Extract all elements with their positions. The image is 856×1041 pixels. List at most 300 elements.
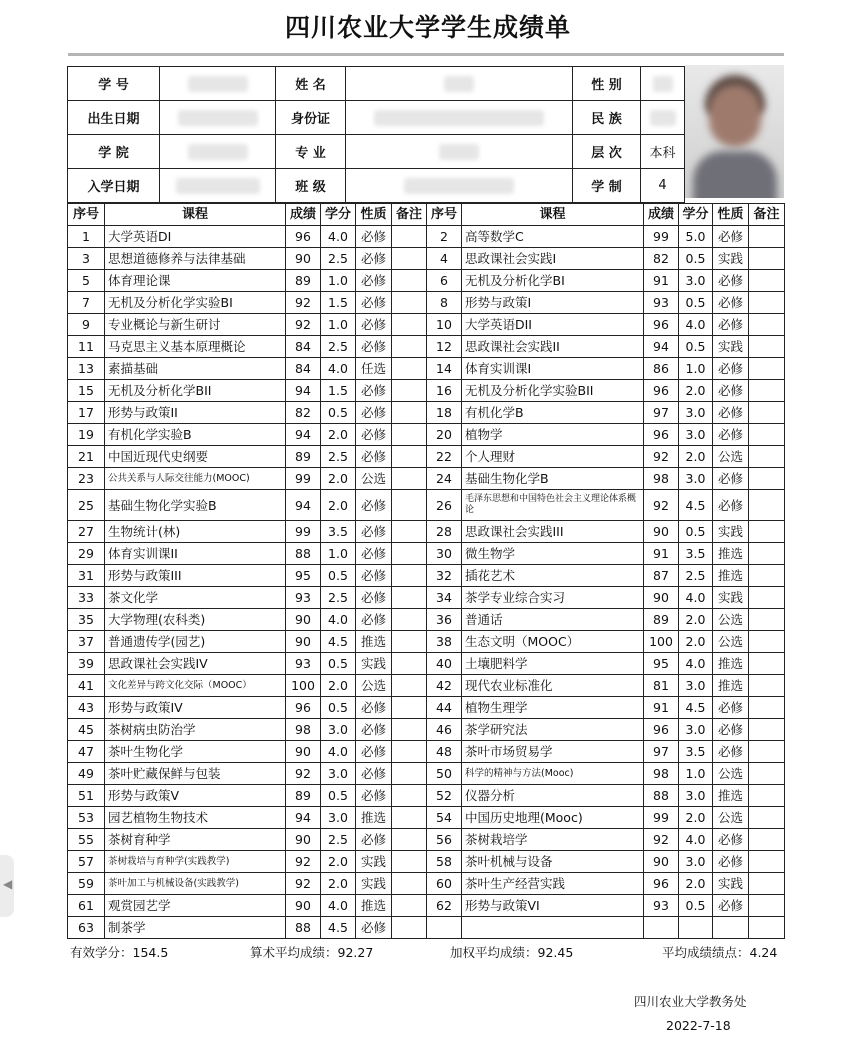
right-score-cell: 96 bbox=[644, 380, 679, 402]
right-course-cell: 茶叶生产经营实践 bbox=[462, 873, 644, 895]
left-note-cell bbox=[392, 543, 427, 565]
left-type-cell: 实践 bbox=[356, 851, 392, 873]
right-note-cell bbox=[749, 402, 785, 424]
left-course-cell: 马克思主义基本原理概论 bbox=[105, 336, 286, 358]
left-note-cell bbox=[392, 336, 427, 358]
header-cell: 课程 bbox=[105, 204, 286, 226]
right-course-cell: 基础生物化学B bbox=[462, 468, 644, 490]
right-credit-cell: 2.0 bbox=[679, 631, 713, 653]
table-row bbox=[68, 631, 785, 653]
right-score-cell: 98 bbox=[644, 763, 679, 785]
left-course-cell: 制茶学 bbox=[105, 917, 286, 939]
left-note-cell bbox=[392, 829, 427, 851]
table-row bbox=[68, 829, 785, 851]
label-major: 专 业 bbox=[276, 135, 346, 169]
left-type-cell: 必修 bbox=[356, 609, 392, 631]
left-seq-cell: 63 bbox=[68, 917, 105, 939]
right-course-cell: 普通话 bbox=[462, 609, 644, 631]
right-note-cell bbox=[749, 424, 785, 446]
left-seq-cell: 53 bbox=[68, 807, 105, 829]
left-score-cell: 94 bbox=[286, 424, 321, 446]
header-cell: 序号 bbox=[427, 204, 462, 226]
right-seq-cell: 36 bbox=[427, 609, 462, 631]
left-course-cell: 专业概论与新生研讨 bbox=[105, 314, 286, 336]
grades-table bbox=[67, 203, 785, 939]
right-credit-cell: 2.0 bbox=[679, 873, 713, 895]
left-seq-cell: 41 bbox=[68, 675, 105, 697]
left-seq-cell: 49 bbox=[68, 763, 105, 785]
left-credit-cell: 2.5 bbox=[321, 336, 356, 358]
left-score-cell: 93 bbox=[286, 587, 321, 609]
header-cell: 备注 bbox=[749, 204, 785, 226]
right-course-cell: 思政课社会实践II bbox=[462, 336, 644, 358]
left-credit-cell: 4.5 bbox=[321, 631, 356, 653]
left-score-cell: 90 bbox=[286, 895, 321, 917]
right-credit-cell: 1.0 bbox=[679, 358, 713, 380]
right-type-cell: 必修 bbox=[713, 424, 749, 446]
left-seq-cell: 27 bbox=[68, 521, 105, 543]
table-row bbox=[68, 653, 785, 675]
left-seq-cell: 37 bbox=[68, 631, 105, 653]
right-note-cell bbox=[749, 851, 785, 873]
right-note-cell bbox=[749, 609, 785, 631]
left-credit-cell: 1.0 bbox=[321, 543, 356, 565]
left-type-cell: 必修 bbox=[356, 829, 392, 851]
table-row bbox=[68, 226, 785, 248]
table-row bbox=[68, 587, 785, 609]
left-note-cell bbox=[392, 741, 427, 763]
left-seq-cell: 13 bbox=[68, 358, 105, 380]
left-score-cell: 94 bbox=[286, 807, 321, 829]
left-credit-cell: 1.0 bbox=[321, 270, 356, 292]
left-seq-cell: 61 bbox=[68, 895, 105, 917]
left-credit-cell: 2.5 bbox=[321, 248, 356, 270]
left-seq-cell: 7 bbox=[68, 292, 105, 314]
right-credit-cell: 4.0 bbox=[679, 829, 713, 851]
left-seq-cell: 29 bbox=[68, 543, 105, 565]
right-type-cell: 必修 bbox=[713, 292, 749, 314]
right-credit-cell: 3.0 bbox=[679, 424, 713, 446]
right-type-cell: 必修 bbox=[713, 358, 749, 380]
left-course-cell: 基础生物化学实验B bbox=[105, 490, 286, 521]
left-note-cell bbox=[392, 358, 427, 380]
right-note-cell bbox=[749, 446, 785, 468]
left-seq-cell: 55 bbox=[68, 829, 105, 851]
right-note-cell bbox=[749, 719, 785, 741]
right-type-cell: 推选 bbox=[713, 565, 749, 587]
left-seq-cell: 57 bbox=[68, 851, 105, 873]
right-credit-cell: 3.0 bbox=[679, 402, 713, 424]
left-type-cell: 必修 bbox=[356, 587, 392, 609]
value-level: 本科 bbox=[641, 135, 685, 169]
right-credit-cell: 4.0 bbox=[679, 314, 713, 336]
left-course-cell: 思政课社会实践IV bbox=[105, 653, 286, 675]
right-note-cell bbox=[749, 895, 785, 917]
right-course-cell: 体育实训课I bbox=[462, 358, 644, 380]
left-note-cell bbox=[392, 468, 427, 490]
table-row bbox=[68, 763, 785, 785]
table-row bbox=[68, 609, 785, 631]
left-credit-cell: 0.5 bbox=[321, 402, 356, 424]
right-score-cell: 94 bbox=[644, 336, 679, 358]
right-credit-cell: 4.5 bbox=[679, 697, 713, 719]
left-score-cell: 92 bbox=[286, 314, 321, 336]
header-cell: 备注 bbox=[392, 204, 427, 226]
right-seq-cell: 48 bbox=[427, 741, 462, 763]
left-type-cell: 实践 bbox=[356, 873, 392, 895]
right-note-cell bbox=[749, 380, 785, 402]
right-note-cell bbox=[749, 226, 785, 248]
left-type-cell: 必修 bbox=[356, 917, 392, 939]
weighted-average: 加权平均成绩：92.45 bbox=[450, 945, 574, 960]
right-seq-cell: 42 bbox=[427, 675, 462, 697]
right-score-cell: 98 bbox=[644, 468, 679, 490]
left-type-cell: 必修 bbox=[356, 763, 392, 785]
right-type-cell: 必修 bbox=[713, 719, 749, 741]
left-course-cell: 公共关系与人际交往能力(MOOC) bbox=[105, 468, 286, 490]
right-course-cell: 无机及分析化学实验BII bbox=[462, 380, 644, 402]
left-note-cell bbox=[392, 653, 427, 675]
right-course-cell: 中国历史地理(Mooc) bbox=[462, 807, 644, 829]
left-credit-cell: 4.0 bbox=[321, 226, 356, 248]
left-type-cell: 推选 bbox=[356, 895, 392, 917]
left-note-cell bbox=[392, 697, 427, 719]
right-note-cell bbox=[749, 829, 785, 851]
left-note-cell bbox=[392, 785, 427, 807]
student-photo bbox=[685, 65, 784, 198]
right-type-cell: 必修 bbox=[713, 468, 749, 490]
left-score-cell: 88 bbox=[286, 917, 321, 939]
table-row bbox=[68, 292, 785, 314]
right-course-cell: 毛泽东思想和中国特色社会主义理论体系概论 bbox=[462, 490, 644, 521]
right-credit-cell: 3.5 bbox=[679, 741, 713, 763]
left-note-cell bbox=[392, 424, 427, 446]
right-type-cell: 实践 bbox=[713, 873, 749, 895]
left-note-cell bbox=[392, 402, 427, 424]
right-course-cell: 科学的精神与方法(Mooc) bbox=[462, 763, 644, 785]
left-score-cell: 92 bbox=[286, 851, 321, 873]
left-type-cell: 必修 bbox=[356, 785, 392, 807]
left-course-cell: 大学物理(农科类) bbox=[105, 609, 286, 631]
label-class: 班 级 bbox=[276, 169, 346, 203]
left-course-cell: 有机化学实验B bbox=[105, 424, 286, 446]
right-type-cell: 推选 bbox=[713, 653, 749, 675]
left-credit-cell: 4.0 bbox=[321, 609, 356, 631]
left-score-cell: 89 bbox=[286, 446, 321, 468]
right-course-cell: 微生物学 bbox=[462, 543, 644, 565]
left-seq-cell: 51 bbox=[68, 785, 105, 807]
left-note-cell bbox=[392, 292, 427, 314]
left-credit-cell: 3.0 bbox=[321, 719, 356, 741]
table-row bbox=[68, 314, 785, 336]
right-seq-cell: 50 bbox=[427, 763, 462, 785]
right-note-cell bbox=[749, 653, 785, 675]
left-credit-cell: 3.5 bbox=[321, 521, 356, 543]
right-seq-cell: 60 bbox=[427, 873, 462, 895]
table-row bbox=[68, 895, 785, 917]
left-seq-cell: 3 bbox=[68, 248, 105, 270]
right-course-cell: 仪器分析 bbox=[462, 785, 644, 807]
left-score-cell: 90 bbox=[286, 741, 321, 763]
right-seq-cell: 16 bbox=[427, 380, 462, 402]
right-note-cell bbox=[749, 468, 785, 490]
right-seq-cell: 4 bbox=[427, 248, 462, 270]
right-type-cell: 实践 bbox=[713, 521, 749, 543]
left-course-cell: 思想道德修养与法律基础 bbox=[105, 248, 286, 270]
left-score-cell: 89 bbox=[286, 270, 321, 292]
issuing-office: 四川农业大学教务处 bbox=[634, 994, 747, 1009]
right-credit-cell: 0.5 bbox=[679, 895, 713, 917]
value-major bbox=[346, 135, 573, 169]
right-course-cell: 高等数学C bbox=[462, 226, 644, 248]
label-level: 层 次 bbox=[573, 135, 641, 169]
right-note-cell bbox=[749, 543, 785, 565]
right-type-cell: 必修 bbox=[713, 829, 749, 851]
table-row bbox=[68, 851, 785, 873]
right-course-cell: 现代农业标准化 bbox=[462, 675, 644, 697]
left-note-cell bbox=[392, 719, 427, 741]
left-credit-cell: 0.5 bbox=[321, 565, 356, 587]
left-note-cell bbox=[392, 807, 427, 829]
left-note-cell bbox=[392, 380, 427, 402]
table-row bbox=[68, 270, 785, 292]
right-type-cell: 公选 bbox=[713, 609, 749, 631]
left-credit-cell: 2.0 bbox=[321, 490, 356, 521]
left-score-cell: 84 bbox=[286, 336, 321, 358]
left-credit-cell: 2.0 bbox=[321, 424, 356, 446]
left-note-cell bbox=[392, 631, 427, 653]
left-score-cell: 90 bbox=[286, 631, 321, 653]
page-edge-tab[interactable] bbox=[0, 855, 14, 917]
right-credit-cell: 0.5 bbox=[679, 248, 713, 270]
left-type-cell: 必修 bbox=[356, 292, 392, 314]
right-seq-cell: 28 bbox=[427, 521, 462, 543]
left-credit-cell: 1.5 bbox=[321, 292, 356, 314]
table-row bbox=[68, 380, 785, 402]
table-row bbox=[68, 402, 785, 424]
right-credit-cell: 3.0 bbox=[679, 785, 713, 807]
left-note-cell bbox=[392, 446, 427, 468]
right-note-cell bbox=[749, 763, 785, 785]
right-score-cell: 95 bbox=[644, 653, 679, 675]
left-note-cell bbox=[392, 609, 427, 631]
right-type-cell: 必修 bbox=[713, 490, 749, 521]
left-type-cell: 必修 bbox=[356, 314, 392, 336]
left-note-cell bbox=[392, 851, 427, 873]
right-score-cell: 96 bbox=[644, 719, 679, 741]
right-seq-cell: 12 bbox=[427, 336, 462, 358]
left-note-cell bbox=[392, 248, 427, 270]
right-type-cell: 必修 bbox=[713, 741, 749, 763]
header-cell: 成绩 bbox=[644, 204, 679, 226]
left-type-cell: 必修 bbox=[356, 543, 392, 565]
right-score-cell: 93 bbox=[644, 895, 679, 917]
value-name bbox=[346, 67, 573, 101]
arithmetic-average: 算术平均成绩：92.27 bbox=[250, 945, 374, 960]
right-type-cell: 必修 bbox=[713, 851, 749, 873]
left-credit-cell: 2.0 bbox=[321, 851, 356, 873]
right-credit-cell: 3.0 bbox=[679, 675, 713, 697]
value-id-card bbox=[346, 101, 573, 135]
right-seq-cell: 46 bbox=[427, 719, 462, 741]
left-score-cell: 90 bbox=[286, 609, 321, 631]
left-course-cell: 普通遗传学(园艺) bbox=[105, 631, 286, 653]
table-row bbox=[68, 917, 785, 939]
left-type-cell: 必修 bbox=[356, 565, 392, 587]
value-birth-date bbox=[160, 101, 276, 135]
right-score-cell: 88 bbox=[644, 785, 679, 807]
right-course-cell: 植物学 bbox=[462, 424, 644, 446]
table-row bbox=[68, 807, 785, 829]
right-note-cell bbox=[749, 587, 785, 609]
left-type-cell: 必修 bbox=[356, 402, 392, 424]
right-type-cell: 公选 bbox=[713, 807, 749, 829]
left-note-cell bbox=[392, 763, 427, 785]
left-course-cell: 中国近现代史纲要 bbox=[105, 446, 286, 468]
left-type-cell: 必修 bbox=[356, 719, 392, 741]
value-college bbox=[160, 135, 276, 169]
right-score-cell: 87 bbox=[644, 565, 679, 587]
right-seq-cell: 26 bbox=[427, 490, 462, 521]
left-course-cell: 茶树病虫防治学 bbox=[105, 719, 286, 741]
left-seq-cell: 5 bbox=[68, 270, 105, 292]
left-seq-cell: 21 bbox=[68, 446, 105, 468]
right-seq-cell: 30 bbox=[427, 543, 462, 565]
left-course-cell: 无机及分析化学实验BI bbox=[105, 292, 286, 314]
left-note-cell bbox=[392, 270, 427, 292]
right-course-cell: 茶叶机械与设备 bbox=[462, 851, 644, 873]
student-info-table bbox=[67, 66, 685, 203]
right-type-cell: 推选 bbox=[713, 543, 749, 565]
left-seq-cell: 23 bbox=[68, 468, 105, 490]
header-cell: 学分 bbox=[321, 204, 356, 226]
right-course-cell: 无机及分析化学BI bbox=[462, 270, 644, 292]
left-score-cell: 88 bbox=[286, 543, 321, 565]
left-seq-cell: 17 bbox=[68, 402, 105, 424]
left-credit-cell: 2.0 bbox=[321, 873, 356, 895]
right-type-cell: 公选 bbox=[713, 446, 749, 468]
right-credit-cell: 3.0 bbox=[679, 270, 713, 292]
table-row bbox=[68, 697, 785, 719]
left-credit-cell: 0.5 bbox=[321, 785, 356, 807]
label-birth-date: 出生日期 bbox=[68, 101, 160, 135]
right-credit-cell: 0.5 bbox=[679, 336, 713, 358]
table-row bbox=[68, 873, 785, 895]
right-seq-cell: 32 bbox=[427, 565, 462, 587]
header-cell: 学分 bbox=[679, 204, 713, 226]
left-type-cell: 必修 bbox=[356, 741, 392, 763]
right-score-cell bbox=[644, 917, 679, 939]
value-enroll-date bbox=[160, 169, 276, 203]
right-credit-cell: 3.0 bbox=[679, 468, 713, 490]
right-note-cell bbox=[749, 741, 785, 763]
left-score-cell: 92 bbox=[286, 873, 321, 895]
left-course-cell: 观赏园艺学 bbox=[105, 895, 286, 917]
right-seq-cell: 14 bbox=[427, 358, 462, 380]
right-type-cell: 必修 bbox=[713, 314, 749, 336]
table-row bbox=[68, 719, 785, 741]
right-note-cell bbox=[749, 807, 785, 829]
left-type-cell: 必修 bbox=[356, 380, 392, 402]
left-credit-cell: 0.5 bbox=[321, 653, 356, 675]
left-type-cell: 必修 bbox=[356, 490, 392, 521]
right-score-cell: 91 bbox=[644, 270, 679, 292]
left-seq-cell: 25 bbox=[68, 490, 105, 521]
left-type-cell: 任选 bbox=[356, 358, 392, 380]
right-course-cell: 思政课社会实践I bbox=[462, 248, 644, 270]
left-score-cell: 90 bbox=[286, 248, 321, 270]
header-cell: 性质 bbox=[713, 204, 749, 226]
left-type-cell: 必修 bbox=[356, 697, 392, 719]
right-score-cell: 90 bbox=[644, 851, 679, 873]
right-seq-cell: 10 bbox=[427, 314, 462, 336]
right-seq-cell: 8 bbox=[427, 292, 462, 314]
right-course-cell: 茶学研究法 bbox=[462, 719, 644, 741]
right-note-cell bbox=[749, 248, 785, 270]
left-seq-cell: 11 bbox=[68, 336, 105, 358]
left-type-cell: 公选 bbox=[356, 468, 392, 490]
left-score-cell: 96 bbox=[286, 697, 321, 719]
right-score-cell: 81 bbox=[644, 675, 679, 697]
table-row bbox=[68, 565, 785, 587]
left-credit-cell: 1.0 bbox=[321, 314, 356, 336]
right-note-cell bbox=[749, 490, 785, 521]
left-score-cell: 82 bbox=[286, 402, 321, 424]
right-credit-cell: 0.5 bbox=[679, 521, 713, 543]
left-note-cell bbox=[392, 917, 427, 939]
left-note-cell bbox=[392, 226, 427, 248]
left-type-cell: 必修 bbox=[356, 424, 392, 446]
left-seq-cell: 47 bbox=[68, 741, 105, 763]
right-type-cell: 实践 bbox=[713, 587, 749, 609]
grade-point-average: 平均成绩绩点：4.24 bbox=[662, 945, 778, 960]
right-course-cell bbox=[462, 917, 644, 939]
right-type-cell: 必修 bbox=[713, 697, 749, 719]
right-note-cell bbox=[749, 521, 785, 543]
table-row bbox=[68, 521, 785, 543]
right-course-cell: 生态文明（MOOC） bbox=[462, 631, 644, 653]
left-score-cell: 92 bbox=[286, 763, 321, 785]
left-course-cell: 茶叶生物化学 bbox=[105, 741, 286, 763]
right-score-cell: 92 bbox=[644, 829, 679, 851]
right-credit-cell: 4.0 bbox=[679, 587, 713, 609]
right-score-cell: 96 bbox=[644, 873, 679, 895]
right-seq-cell: 40 bbox=[427, 653, 462, 675]
right-type-cell: 推选 bbox=[713, 785, 749, 807]
right-note-cell bbox=[749, 565, 785, 587]
left-credit-cell: 2.0 bbox=[321, 468, 356, 490]
table-row bbox=[68, 785, 785, 807]
label-ethnicity: 民 族 bbox=[573, 101, 641, 135]
right-score-cell: 100 bbox=[644, 631, 679, 653]
left-credit-cell: 2.5 bbox=[321, 446, 356, 468]
right-course-cell: 插花艺术 bbox=[462, 565, 644, 587]
right-course-cell: 大学英语DII bbox=[462, 314, 644, 336]
right-credit-cell: 2.0 bbox=[679, 807, 713, 829]
table-row bbox=[68, 468, 785, 490]
right-note-cell bbox=[749, 314, 785, 336]
left-course-cell: 形势与政策II bbox=[105, 402, 286, 424]
right-seq-cell: 52 bbox=[427, 785, 462, 807]
left-score-cell: 84 bbox=[286, 358, 321, 380]
table-row bbox=[68, 543, 785, 565]
left-credit-cell: 4.0 bbox=[321, 358, 356, 380]
right-score-cell: 91 bbox=[644, 543, 679, 565]
label-id-card: 身份证 bbox=[276, 101, 346, 135]
header-cell: 课程 bbox=[462, 204, 644, 226]
left-credit-cell: 2.5 bbox=[321, 587, 356, 609]
left-note-cell bbox=[392, 587, 427, 609]
